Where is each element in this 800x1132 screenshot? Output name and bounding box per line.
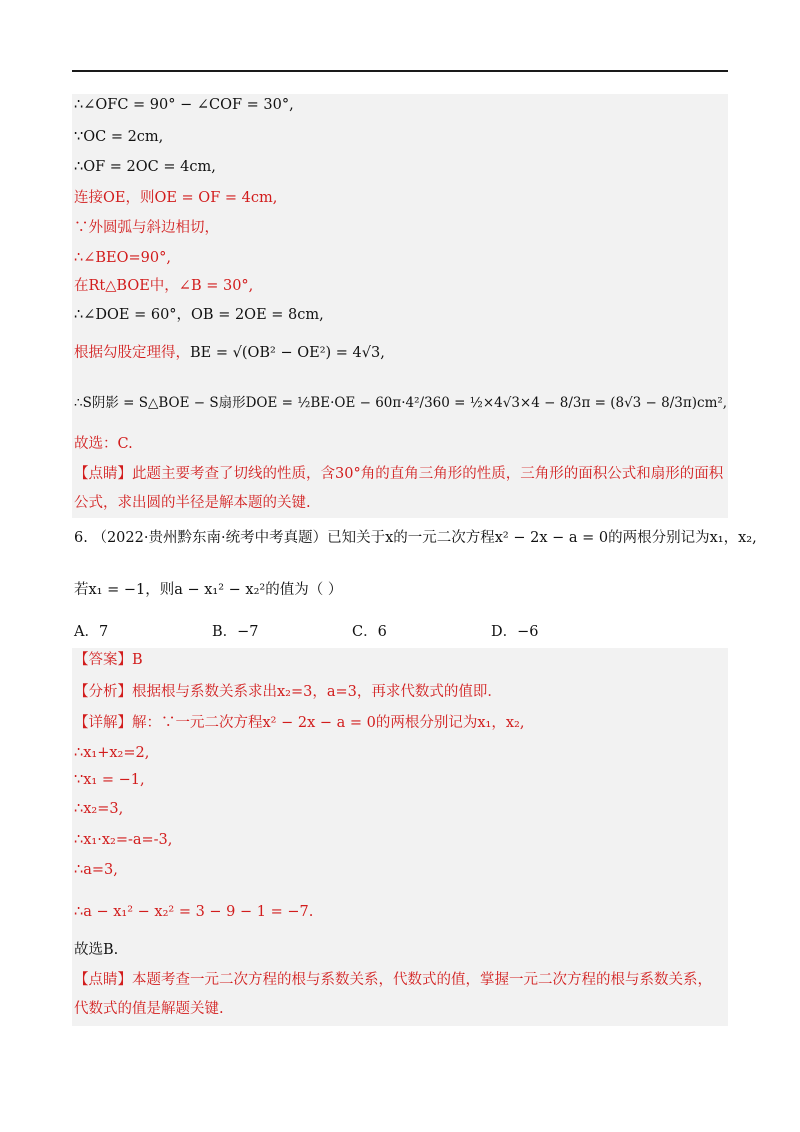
answer-a7: ∴x₁·x₂=-a=-3,	[74, 832, 173, 848]
line-l9-expr: BE = √(OB² − OE²) = 4√3,	[190, 345, 385, 361]
answer-a5: ∵x₁ = −1,	[74, 772, 145, 788]
line-l1: ∴∠OFC = 90° − ∠COF = 30°,	[74, 97, 294, 113]
answer-a3: 【详解】解：∵一元二次方程x² − 2x − a = 0的两根分别记为x₁，x₂,	[74, 715, 525, 731]
question-number: 6.	[74, 530, 88, 546]
question-stem-part1: 已知关于x的一元二次方程x² − 2x − a = 0的两根分别记为x₁，x₂,	[327, 530, 757, 546]
line-l9	[74, 343, 385, 363]
question-source: （2022·贵州黔东南·统考中考真题）	[92, 530, 328, 546]
line-l5: ∵外圆弧与斜边相切，	[74, 220, 219, 236]
question-stem-1	[74, 528, 757, 548]
line-l12: 【点睛】此题主要考查了切线的性质，含30°角的直角三角形的性质，三角形的面积公式和扇形的面积公式，求出圆的半径是解本题的关键.	[74, 466, 724, 511]
answer-a6: ∴x₂=3,	[74, 801, 124, 817]
option-b: B．−7	[212, 624, 259, 640]
line-l8: ∴∠DOE = 60°，OB = 2OE = 8cm,	[74, 307, 324, 323]
answer-a8: ∴a=3,	[74, 862, 118, 878]
question-stem-2: 若x₁ = −1，则a − x₁² − x₂²的值为（ ）	[74, 582, 343, 598]
line-l9-prefix: 根据勾股定理得，	[74, 345, 190, 361]
line-l2: ∵OC = 2cm,	[74, 129, 164, 145]
option-a: A．7	[74, 624, 109, 640]
line-l10: ∴S阴影 = S△BOE − S扇形DOE = ½BE·OE − 60π·4²/360 = ½×4√3×4 − 8/3π = (8√3 − 8/3π)cm²,	[74, 395, 728, 411]
option-c: C．6	[352, 624, 387, 640]
option-d: D．−6	[491, 624, 539, 640]
header-rule	[72, 70, 728, 72]
answer-a2: 【分析】根据根与系数关系求出x₂=3，a=3，再求代数式的值即．	[74, 684, 502, 700]
line-l6: ∴∠BEO=90°,	[74, 250, 171, 266]
line-l11: 故选：C.	[74, 436, 133, 452]
answer-a9: ∴a − x₁² − x₂² = 3 − 9 − 1 = −7.	[74, 904, 314, 920]
answer-a1: 【答案】B	[74, 652, 143, 668]
answer-a10: 故选B.	[74, 942, 119, 958]
answer-a11: 【点睛】本题考查一元二次方程的根与系数关系，代数式的值，掌握一元二次方程的根与系数关系，代数式的值是解题关键.	[74, 972, 712, 1017]
line-l3: ∴OF = 2OC = 4cm,	[74, 159, 216, 175]
line-l7: 在Rt△BOE中，∠B = 30°,	[74, 278, 254, 294]
line-l4: 连接OE，则OE = OF = 4cm,	[74, 190, 278, 206]
answer-a4: ∴x₁+x₂=2,	[74, 745, 150, 761]
